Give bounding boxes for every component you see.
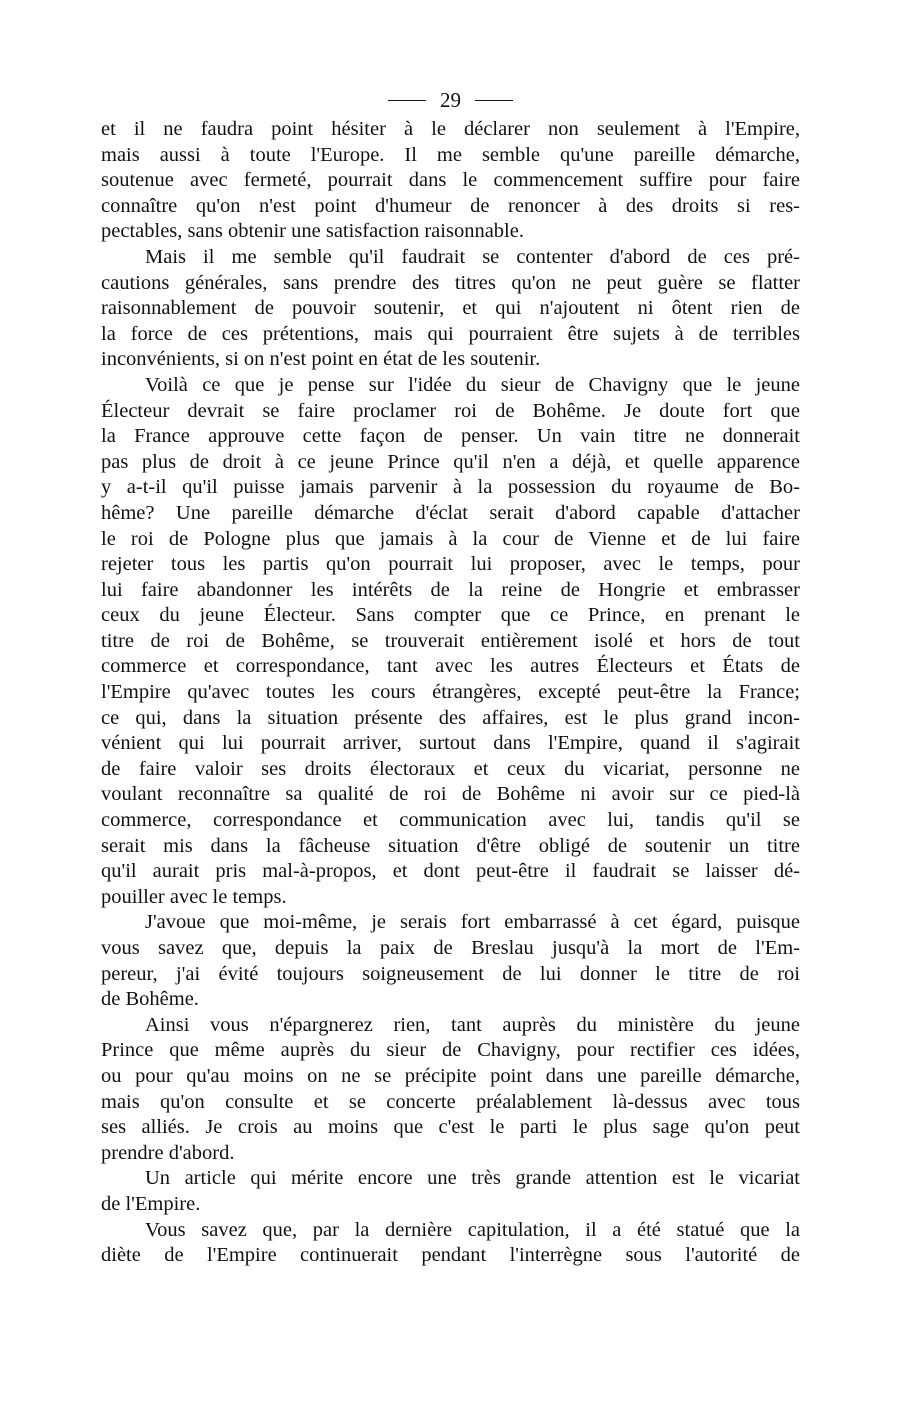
text-line: vous savez que, depuis la paix de Breslau jusqu'à la mort de l'Em- [101,937,800,959]
text-line: de Bohême. [101,988,199,1011]
text-line: mais qu'on consulte et se concerte préalablement là-dessus avec tous [101,1090,800,1113]
text-line: prendre d'abord. [101,1141,235,1164]
text-line: cautions générales, sans prendre des titres qu'on ne peut guère se flatter [101,271,800,294]
text-line: diète de l'Empire continuerait pendant l'interrègne sous l'autorité de [101,1244,800,1267]
page-number: 29 [440,87,461,112]
header-dash-right [475,100,513,101]
text-line: de faire valoir ses droits électoraux et ceux du vicariat, personne ne [101,757,800,780]
text-line: l'Empire qu'avec toutes les cours étrangères, excepté peut-être la France; [101,681,800,704]
text-line: la France approuve cette façon de penser. Un vain titre ne donnerait [101,425,800,448]
text-line: Prince que même auprès du sieur de Chavigny, pour rectifier ces idées, [101,1039,800,1062]
paragraph [101,245,800,373]
text-line: Ainsi vous n'épargnerez rien, tant auprès du ministère du jeune [145,1013,800,1036]
text-line: Vous savez que, par la dernière capitulation, il a été statué que la [145,1218,800,1241]
text-line: ou pour qu'au moins on ne se précipite point dans une pareille démarche, [101,1064,800,1087]
text-line: ceux du jeune Électeur. Sans compter que ce Prince, en prenant le [101,604,800,627]
text-line: y a-t-il qu'il puisse jamais parvenir à la possession du royaume de Bo- [101,476,800,499]
text-line: de l'Empire. [101,1192,201,1215]
text-line: Voilà ce que je pense sur l'idée du sieur de Chavigny que le jeune [145,373,800,396]
text-line: qu'il aurait pris mal-à-propos, et dont peut-être il faudrait se laisser dé- [101,860,800,883]
text-line: commerce, correspondance et communication avec lui, tandis qu'il se [101,809,800,832]
text-line: la force de ces prétentions, mais qui pourraient être sujets à de terribles [101,322,800,345]
text-line: le roi de Pologne plus que jamais à la cour de Vienne et de lui faire [101,527,800,550]
text-line: pectables, sans obtenir une satisfaction raisonnable. [101,220,524,243]
text-line: pereur, j'ai évité toujours soigneusement de lui donner le titre de roi [101,962,800,985]
text-line: hême? Une pareille démarche d'éclat serait d'abord capable d'attacher [101,501,800,524]
text-line: Électeur devrait se faire proclamer roi de Bohême. Je doute fort que [101,399,800,422]
paragraph [101,910,800,1012]
paragraph [101,1166,800,1217]
text-line: mais aussi à toute l'Europe. Il me semble qu'une pareille démarche, [101,143,800,166]
text-line: raisonnablement de pouvoir soutenir, et qui n'ajoutent ni ôtent rien de [101,297,800,320]
paragraph [101,1218,800,1269]
text-line: rejeter tous les partis qu'on pourrait lui proposer, avec le temps, pour [101,553,800,576]
text-line: pouiller avec le temps. [101,885,287,908]
text-line: Mais il me semble qu'il faudrait se contenter d'abord de ces pré- [145,245,800,268]
text-line: commerce et correspondance, tant avec les autres Électeurs et États de [101,655,800,678]
text-line: titre de roi de Bohême, se trouverait entièrement isolé et hors de tout [101,629,800,652]
text-line: pas plus de droit à ce jeune Prince qu'il n'en a déjà, et quelle apparence [101,450,800,473]
text-line: serait mis dans la fâcheuse situation d'être obligé de soutenir un titre [101,834,800,857]
header-dash-left [388,100,426,101]
page-body [101,117,800,1269]
paragraph [101,117,800,245]
text-line: ses alliés. Je crois au moins que c'est le parti le plus sage qu'on peut [101,1116,800,1139]
page-header [101,84,800,116]
paragraph [101,373,800,910]
text-line: et il ne faudra point hésiter à le déclarer non seulement à l'Empire, [101,118,800,140]
text-line: connaître qu'on n'est point d'humeur de renoncer à des droits si res- [101,194,800,217]
text-line: inconvénients, si on n'est point en état de les soutenir. [101,348,541,371]
text-line: vénient qui lui pourrait arriver, surtout dans l'Empire, quand il s'agirait [101,732,800,755]
text-line: ce qui, dans la situation présente des affaires, est le plus grand incon- [101,706,800,729]
document-page [101,84,800,1269]
text-line: J'avoue que moi-même, je serais fort embarrassé à cet égard, puisque [145,911,800,934]
text-line: Un article qui mérite encore une très grande attention est le vicariat [145,1167,800,1190]
paragraph [101,1013,800,1167]
text-line: lui faire abandonner les intérêts de la reine de Hongrie et embrasser [101,578,800,601]
text-line: voulant reconnaître sa qualité de roi de Bohême ni avoir sur ce pied-là [101,783,800,806]
text-line: soutenue avec fermeté, pourrait dans le commencement suffire pour faire [101,169,800,192]
